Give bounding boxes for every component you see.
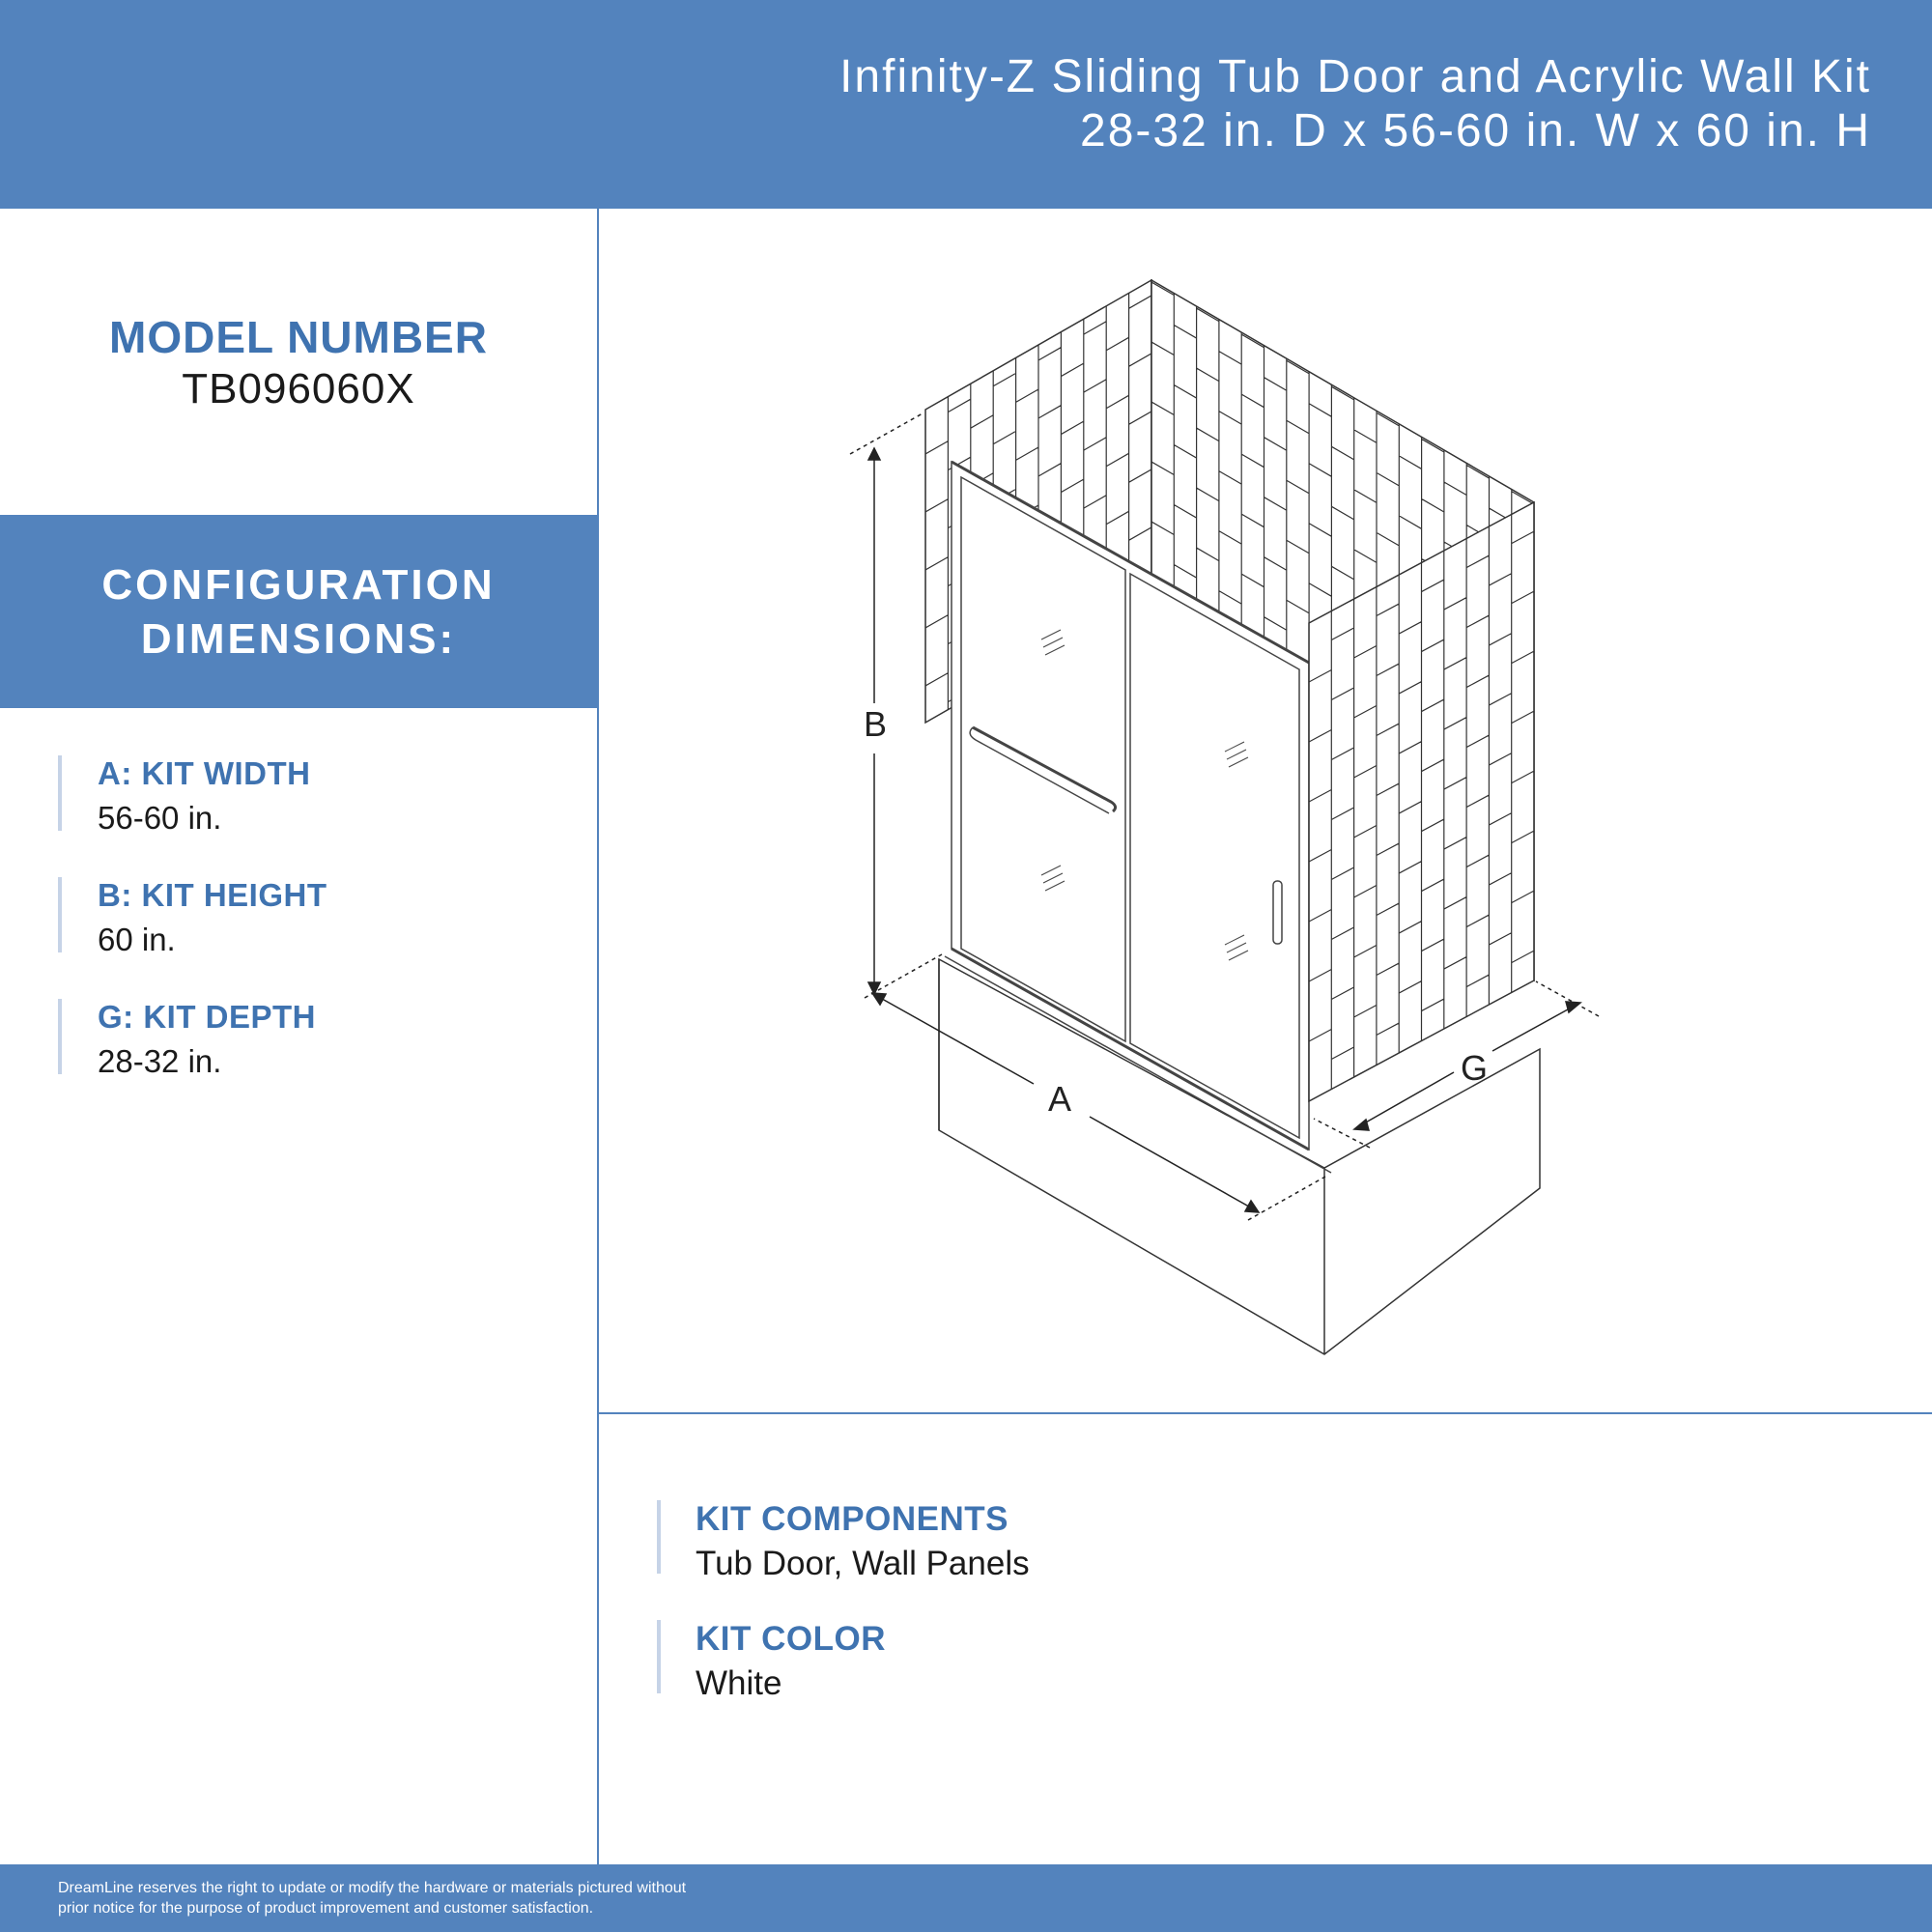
kit-color-value: White [696, 1664, 782, 1702]
model-number-label: MODEL NUMBER [109, 312, 488, 362]
dimensions-heading: DIMENSIONS: [140, 615, 457, 663]
model-number-value: TB096060X [182, 365, 415, 412]
kit-color-spec [657, 1620, 1526, 1702]
spec-accent-bar [657, 1620, 661, 1693]
configuration-heading: CONFIGURATION [101, 561, 496, 609]
spec-accent-bar [58, 755, 62, 831]
dimension-g-label: G [1460, 1048, 1489, 1088]
kit-height-value: 60 in. [98, 922, 176, 957]
kit-color-label: KIT COLOR [696, 1620, 886, 1658]
dimension-a-label: A [1047, 1079, 1072, 1119]
kit-width-spec [58, 755, 541, 836]
page-subtitle: 28-32 in. D x 56-60 in. W x 60 in. H [1080, 105, 1871, 156]
kit-width-value: 56-60 in. [98, 800, 222, 836]
kit-height-label: B: KIT HEIGHT [98, 877, 327, 913]
kit-components-spec [657, 1500, 1526, 1582]
kit-components-value: Tub Door, Wall Panels [696, 1545, 1030, 1582]
kit-width-label: A: KIT WIDTH [98, 755, 311, 791]
disclaimer-line-2: prior notice for the purpose of product improvement and customer satisfaction. [58, 1900, 594, 1917]
product-line-drawing [599, 209, 1932, 1412]
spec-accent-bar [58, 877, 62, 952]
header-banner [0, 0, 1932, 209]
kit-components-label: KIT COMPONENTS [696, 1500, 1009, 1538]
kit-height-spec [58, 877, 541, 957]
spec-accent-bar [657, 1500, 661, 1574]
tub-door-diagram [599, 209, 1932, 1412]
spec-accent-bar [58, 999, 62, 1074]
kit-depth-value: 28-32 in. [98, 1043, 222, 1079]
kit-depth-spec [58, 999, 541, 1079]
disclaimer-line-1: DreamLine reserves the right to update or modify the hardware or materials pictured without [58, 1880, 687, 1896]
footer-banner [0, 1864, 1932, 1932]
configuration-heading-band [0, 515, 597, 708]
kit-depth-label: G: KIT DEPTH [98, 999, 316, 1035]
page-title: Infinity-Z Sliding Tub Door and Acrylic Wall Kit [839, 51, 1871, 102]
section-divider [599, 1412, 1932, 1414]
dimension-b-label: B [863, 704, 888, 744]
